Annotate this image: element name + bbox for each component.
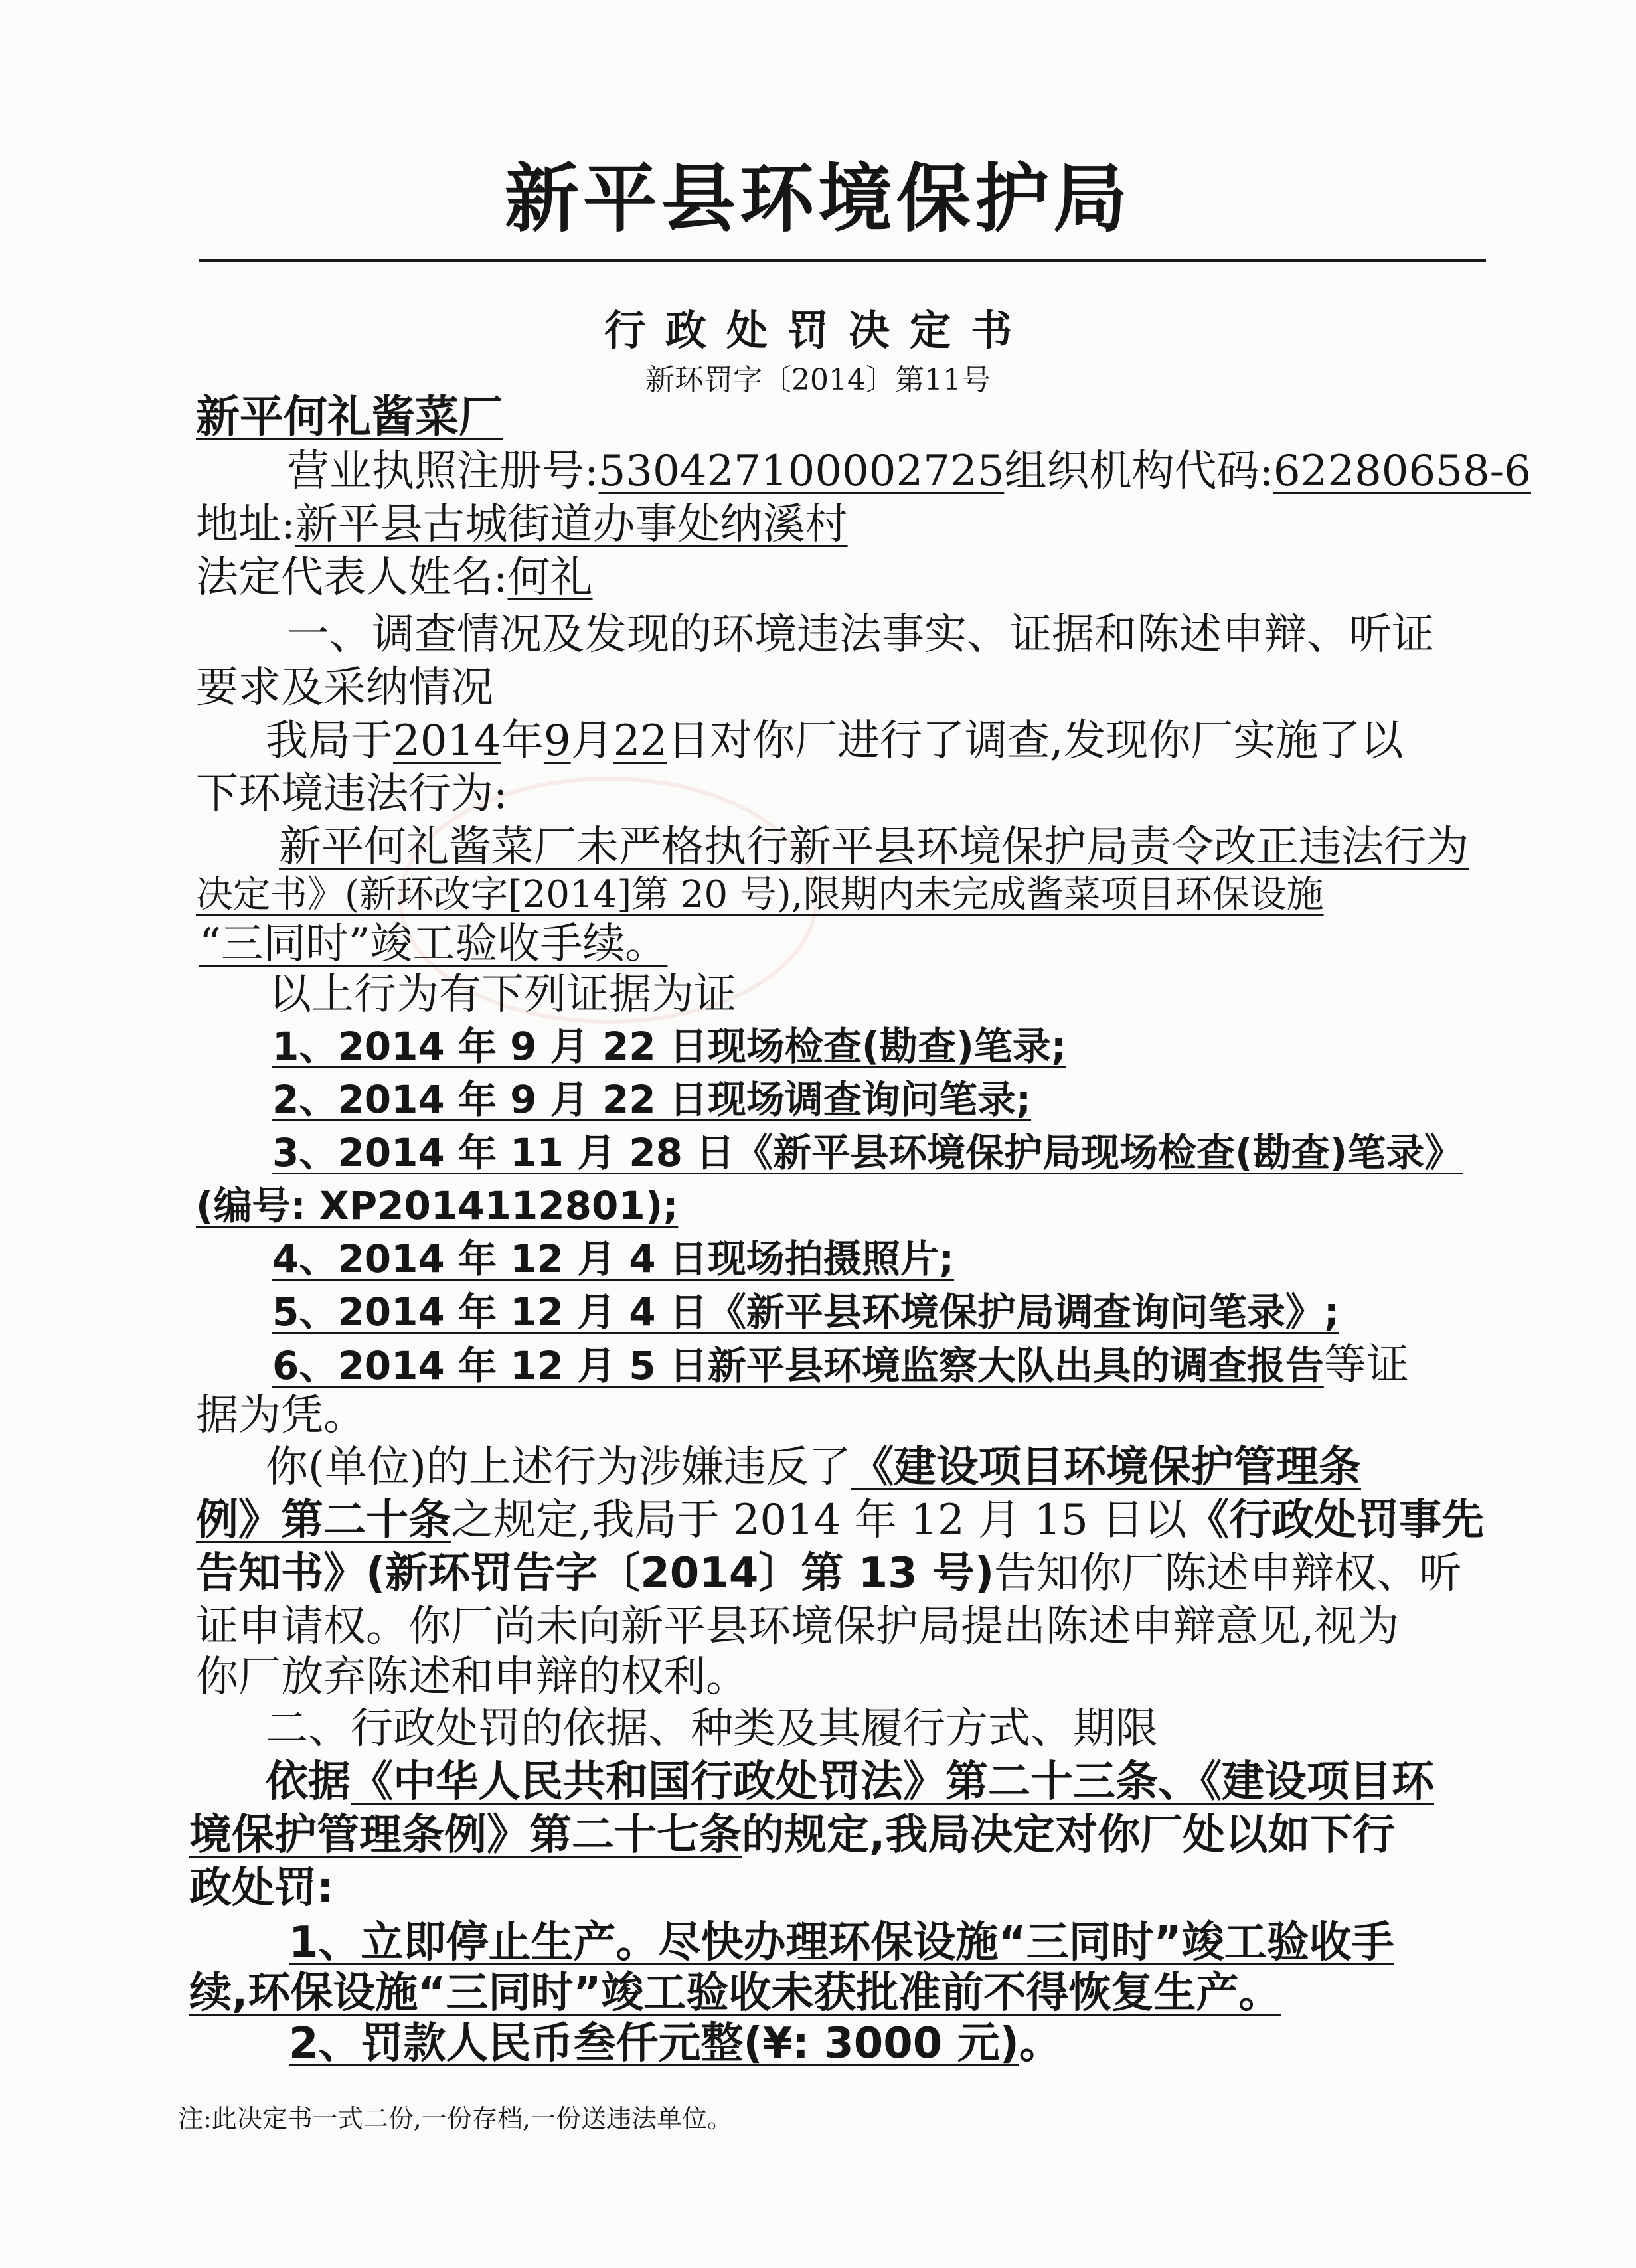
section1-heading: 一、调查情况及发现的环境违法事实、证据和陈述申辩、听证 (287, 610, 1434, 659)
legal-rep-line (196, 550, 593, 606)
violation-fact-1: 新平何礼酱菜厂未严格执行新平县环境保护局责令改正违法行为 (279, 823, 1469, 872)
penalty-item-1: 1、立即停止生产。尽快办理环保设施“三同时”竣工验收手 (289, 1918, 1394, 1967)
evidence-item-6-cont: 据为凭。 (196, 1391, 366, 1440)
agency-title: 新平县环境保护局 (505, 156, 1131, 242)
rep-label: 法定代表人姓名: (196, 553, 508, 602)
license-line (287, 444, 1531, 499)
violation-paragraph: 你(单位)的上述行为涉嫌违反了《建设项目环境保护管理条 (266, 1443, 1361, 1492)
org-value: 62280658-6 (1273, 447, 1531, 496)
violation-paragraph-2: 例》第二十条之规定,我局于 2014 年 12 月 15 日以《行政处罚事先 (196, 1496, 1485, 1545)
basis-paragraph-3: 政处罚: (189, 1864, 334, 1913)
org-label: 组织机构代码: (1004, 447, 1273, 496)
violation-paragraph-5: 你厂放弃陈述和申辩的权利。 (196, 1653, 748, 1702)
license-label: 营业执照注册号: (287, 447, 599, 496)
evidence-item-5: 5、2014 年 12 月 4 日《新平县环境保护局调查询问笔录》; (272, 1289, 1340, 1335)
violation-fact-3: “三同时”竣工验收手续。 (199, 920, 668, 969)
document-title: 行政处罚决定书 (604, 306, 1032, 355)
investigation-paragraph-cont: 下环境违法行为: (196, 770, 508, 819)
document-number: 新环罚字〔2014〕第11号 (645, 363, 991, 397)
address-label: 地址: (196, 500, 295, 549)
penalty-item-2: 2、罚款人民币叁仟元整(¥: 3000 元)。 (289, 2019, 1062, 2068)
violation-fact-2: 决定书》(新环改字[2014]第 20 号),限期内未完成酱菜项目环保设施 (196, 873, 1324, 916)
evidence-item-4: 4、2014 年 12 月 4 日现场拍摄照片; (272, 1236, 955, 1281)
address-value: 新平县古城街道办事处纳溪村 (295, 500, 848, 549)
evidence-item-6: 6、2014 年 12 月 5 日新平县环境监察大队出具的调查报告等证 (272, 1340, 1409, 1390)
address-line (196, 497, 848, 552)
basis-paragraph: 依据《中华人民共和国行政处罚法》第二十三条、《建设项目环 (266, 1757, 1434, 1807)
header-rule (199, 259, 1486, 262)
evidence-item-3: 3、2014 年 11 月 28 日《新平县环境保护局现场检查(勘查)笔录》 (272, 1130, 1463, 1175)
license-value: 530427100002725 (598, 447, 1005, 496)
footnote: 注:此决定书一式二份,一份存档,一份送违法单位。 (178, 2104, 732, 2133)
section2-heading: 二、行政处罚的依据、种类及其履行方式、期限 (266, 1704, 1158, 1753)
violation-paragraph-4: 证申请权。你厂尚未向新平县环境保护局提出陈述申辩意见,视为 (196, 1602, 1400, 1651)
party-name: 新平何礼酱菜厂 (196, 391, 503, 442)
violation-paragraph-3: 告知书》(新环罚告字〔2014〕第 13 号)告知你厂陈述申辩权、听 (196, 1549, 1462, 1598)
evidence-intro: 以上行为有下列证据为证 (269, 970, 736, 1019)
evidence-item-1: 1、2014 年 9 月 22 日现场检查(勘查)笔录; (272, 1024, 1067, 1069)
evidence-item-2: 2、2014 年 9 月 22 日现场调查询问笔录; (272, 1077, 1032, 1122)
penalty-item-1-cont: 续,环保设施“三同时”竣工验收未获批准前不得恢复生产。 (189, 1969, 1281, 2018)
basis-paragraph-2: 境保护管理条例》第二十七条的规定,我局决定对你厂处以如下行 (189, 1811, 1396, 1860)
evidence-item-3-cont: (编号: XP2014112801); (196, 1183, 679, 1228)
section1-heading-cont: 要求及采纳情况 (196, 663, 493, 712)
investigation-paragraph: 我局于2014年9月22日对你厂进行了调查,发现你厂实施了以 (266, 716, 1404, 766)
rep-value: 何礼 (507, 553, 593, 602)
